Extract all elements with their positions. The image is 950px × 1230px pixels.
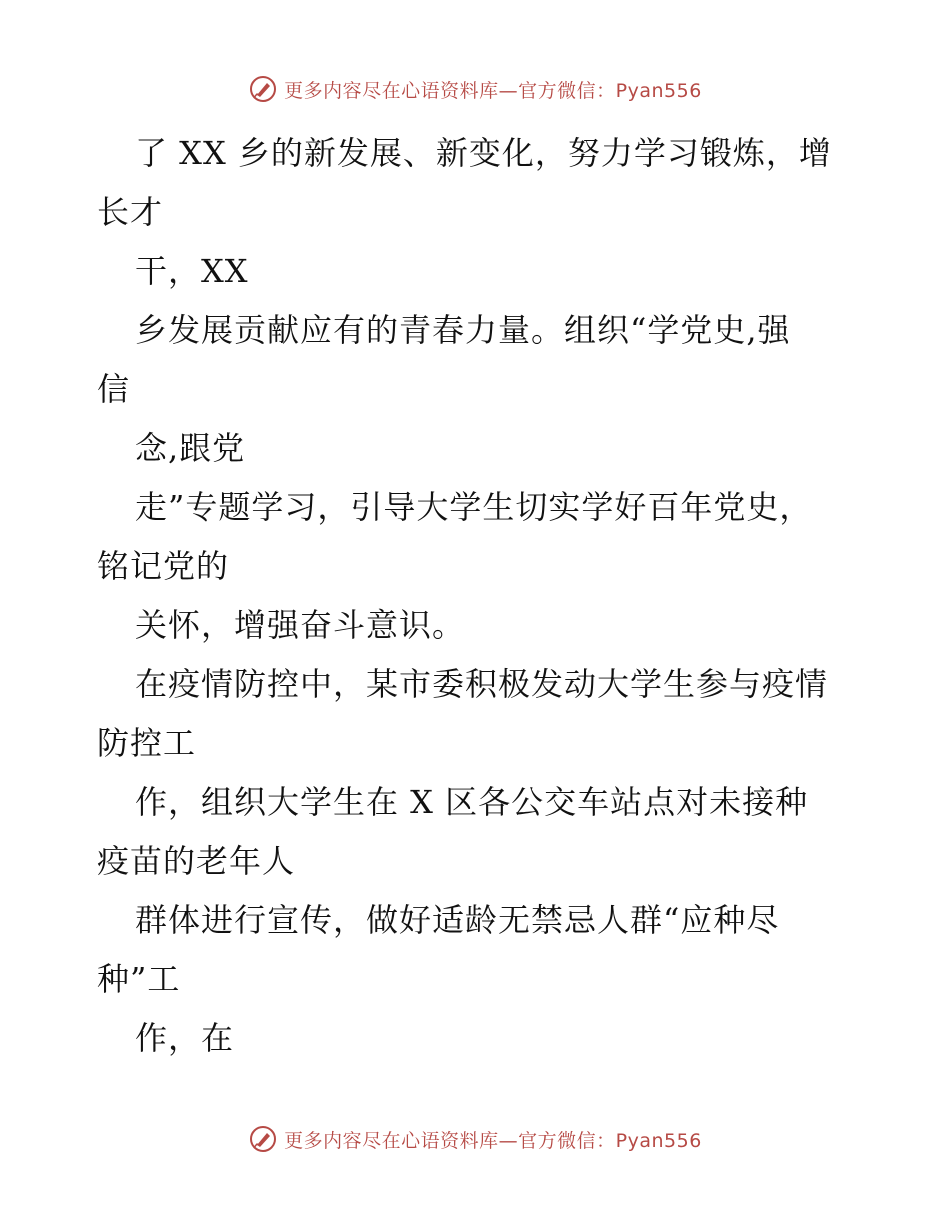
text-line: 长才 bbox=[97, 193, 164, 231]
text-line: 作，组织大学生在 X 区各公交车站点对未接种 bbox=[135, 783, 809, 821]
text-line: 防控工 bbox=[97, 724, 197, 762]
text-line: 念,跟党 bbox=[135, 429, 246, 467]
text-line: 疫苗的老年人 bbox=[97, 842, 296, 880]
text-line: 干，XX bbox=[135, 252, 249, 290]
header-banner bbox=[0, 72, 950, 106]
text-line: 了 XX 乡的新发展、新变化，努力学习锻炼，增 bbox=[135, 134, 832, 172]
header-banner-text: 更多内容尽在心语资料库—官方微信：Pyan556 bbox=[284, 79, 702, 102]
document-body bbox=[97, 124, 857, 1068]
text-line: 种”工 bbox=[97, 960, 181, 998]
footer-banner bbox=[0, 1122, 950, 1156]
footer-banner-text: 更多内容尽在心语资料库—官方微信：Pyan556 bbox=[284, 1129, 702, 1152]
text-line: 走”专题学习，引导大学生切实学好百年党史， bbox=[135, 488, 813, 526]
text-line: 在疫情防控中，某市委积极发动大学生参与疫情 bbox=[135, 665, 829, 703]
text-line: 群体进行宣传，做好适龄无禁忌人群“应种尽 bbox=[135, 901, 780, 939]
text-line: 乡发展贡献应有的青春力量。组织“学党史,强 bbox=[135, 311, 791, 349]
text-line: 信 bbox=[97, 370, 131, 408]
text-line: 铭记党的 bbox=[97, 547, 230, 585]
text-line: 关怀，增强奋斗意识。 bbox=[135, 606, 466, 644]
pen-nib-logo-icon bbox=[248, 74, 278, 104]
pen-nib-logo-icon bbox=[248, 1124, 278, 1154]
text-line: 作，在 bbox=[135, 1019, 235, 1057]
